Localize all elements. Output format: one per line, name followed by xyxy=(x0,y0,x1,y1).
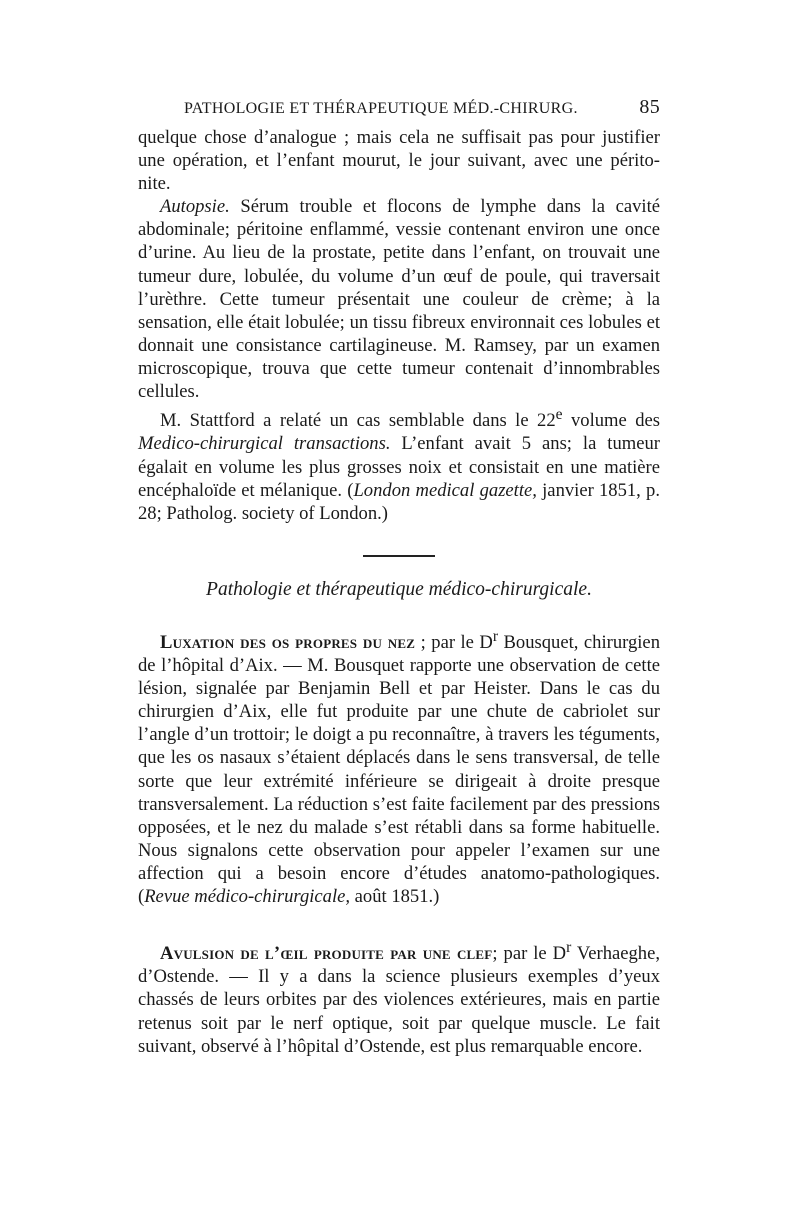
paragraph-luxation xyxy=(138,625,660,908)
source-title: Revue médico-chirurgicale, xyxy=(144,886,351,907)
page-number: 85 xyxy=(639,96,660,118)
article-heading: Avulsion de l’œil produite par une clef xyxy=(160,943,493,965)
paragraph-stattford xyxy=(138,403,660,525)
superscript: r xyxy=(492,627,499,645)
text-segment: Verhaeghe, d’Ostende. — Il y a dans la science plusieurs exemples d’yeux chassés de leurs orbites par des violences extérieures, mais en partie retenus soit par le nerf optique, soit par quelque muscle. Le fait suivant, observé à l’hôpital d’Ostende, est plus remarquable encore. xyxy=(138,943,661,1057)
journal-title: Medico-chirurgical transactions. xyxy=(138,433,391,455)
book-page xyxy=(138,96,660,1058)
text-segment: M. Stattford a relaté un cas semblable dans le 22 xyxy=(160,410,556,432)
paragraph-continuation xyxy=(138,126,660,195)
autopsie-lead: Autopsie. xyxy=(160,196,230,218)
paragraph-autopsie xyxy=(138,195,660,403)
superscript: r xyxy=(566,939,572,957)
section-title: Pathologie et thérapeutique médico-chirurgicale. xyxy=(206,578,592,600)
text-segment: janvier 1851, p. 28; Patholog. society of London.) xyxy=(138,479,661,524)
text-segment: L’enfant avait 5 ans; la tumeur égalait en volume les plus grosses noix et consistait en une matière encéphaloïde et mélanique. ( xyxy=(138,433,660,501)
article-heading: Luxation des os propres du nez xyxy=(160,631,416,653)
paragraph-text: quelque chose d’analogue ; mais cela ne suffisait pas pour justifier une opération, et l’enfant mourut, le jour suivant, avec une périto-nite. xyxy=(138,127,660,195)
running-title: PATHOLOGIE ET THÉRAPEUTIQUE MÉD.-CHIRURG. xyxy=(184,100,578,117)
text-segment: volume des xyxy=(562,410,661,432)
section-divider xyxy=(363,555,435,557)
text-segment: ; par le D xyxy=(492,943,567,965)
paragraph-gap xyxy=(138,908,660,936)
paragraph-avulsion xyxy=(138,936,660,1058)
text-segment: août 1851.) xyxy=(350,886,440,907)
superscript: e xyxy=(555,406,563,424)
source-title: London medical gazette, xyxy=(353,479,537,501)
paragraph-text: Sérum trouble et flocons de lymphe dans la cavité abdominale; péritoine enflammé, vessie contenant environ une once d’urine. Au lieu de la prostate, petite dans l’enfant, on trouvait une tumeur dure, lobulée, du volume d’un œuf de poule, qui traversait l’urèthre. Cette tumeur présentait une couleur de crème; à la sensation, elle était lobulée; un tissu fibreux environnait ces lobules et donnait une consistance cartilagineuse. M. Ramsey, par un examen microscopique, trouva que cette tumeur contenait d’innombrables cellules. xyxy=(138,196,660,403)
text-segment: Bousquet, chirurgien de l’hôpital d’Aix. — M. Bousquet rapporte une observation de cette lésion, signalée par Benjamin Bell et par Heister. Dans le cas du chirurgien d’Aix, elle fut produite par une chute de cabriolet sur l’angle d’un trottoir; le doigt a pu reconnaître, à travers les téguments, que les os nasaux s’étaient déplacés dans le sens transversal, de telle sorte que leur extrémité inférieure se dirigeait à droite presque transversalement. La réduction s’est faite facilement par des pressions opposées, et le nez du malade s’est rétabli dans sa forme habituelle. Nous signalons cette observation pour appeler l’examen sur une affection qui a besoin encore d’études anatomo-pathologiques. ( xyxy=(138,631,660,907)
text-segment: ; par le D xyxy=(415,631,493,653)
page-header xyxy=(138,96,660,126)
